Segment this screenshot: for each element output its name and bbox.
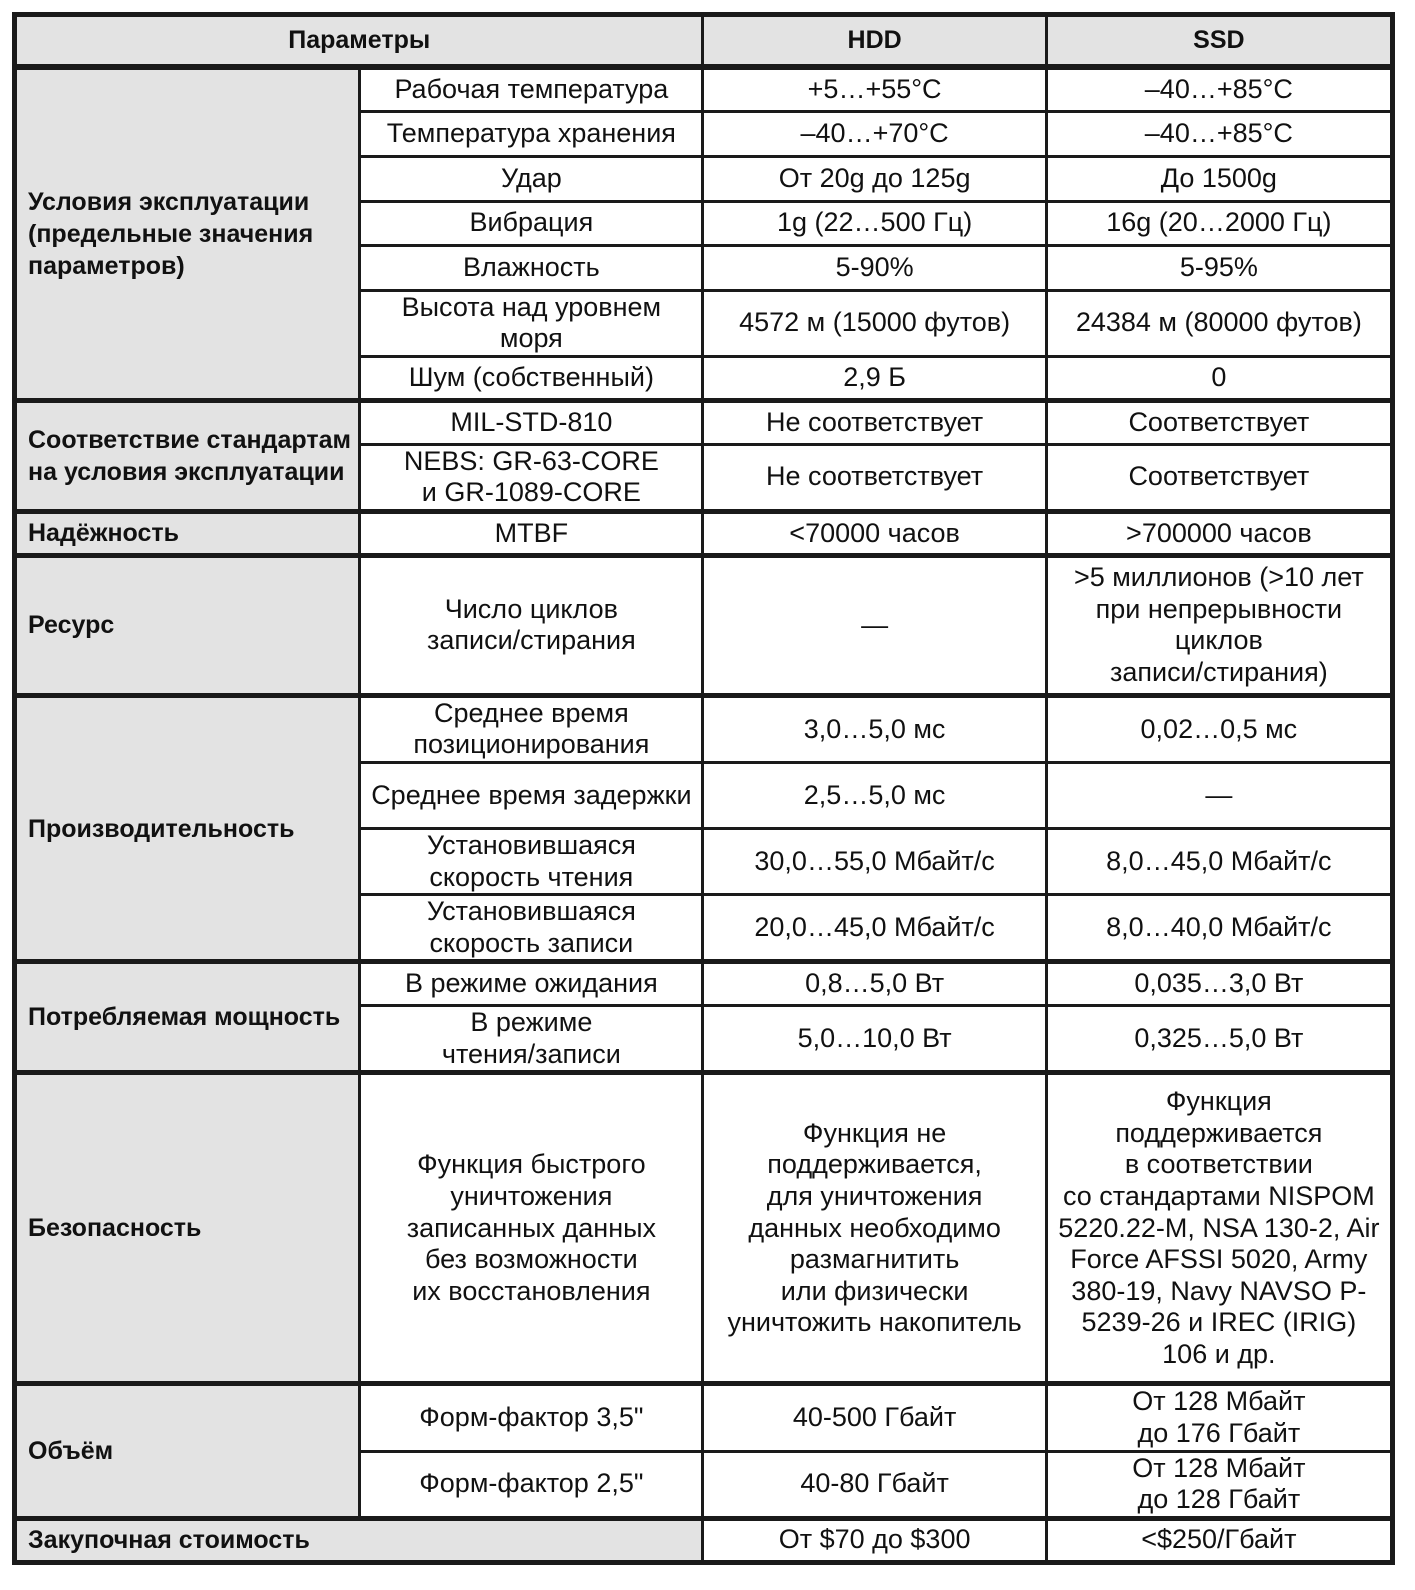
group-label: Условия эксплуатации (предельные значения параметров) — [15, 67, 360, 400]
ssd-value-cell: До 1500g — [1046, 156, 1392, 201]
ssd-value-cell: 0,325…5,0 Вт — [1046, 1006, 1392, 1073]
table-row — [15, 1384, 1393, 1451]
ssd-value-cell: 8,0…40,0 Мбайт/с — [1046, 895, 1392, 962]
param-cell: Установившаяся скорость записи — [360, 895, 703, 962]
table-section — [15, 400, 1393, 511]
hdd-value-cell: От 20g до 125g — [703, 156, 1046, 201]
ssd-value-cell: 0,035…3,0 Вт — [1046, 962, 1392, 1006]
param-cell: Число циклов записи/стирания — [360, 555, 703, 695]
ssd-value-cell: 24384 м (80000 футов) — [1046, 290, 1392, 356]
hdd-value-cell: 2,9 Б — [703, 356, 1046, 400]
ssd-value-cell: От 128 Мбайт до 176 Гбайт — [1046, 1384, 1392, 1451]
hdd-value-cell: Не соответствует — [703, 444, 1046, 511]
param-cell: Шум (собственный) — [360, 356, 703, 400]
hdd-value-cell: 5-90% — [703, 245, 1046, 290]
hdd-value-cell: 2,5…5,0 мс — [703, 762, 1046, 828]
footer-row — [15, 1518, 1393, 1562]
table-row — [15, 400, 1393, 444]
param-cell: Рабочая температура — [360, 67, 703, 111]
param-cell: Высота над уровнем моря — [360, 290, 703, 356]
ssd-value-cell: 16g (20…2000 Гц) — [1046, 201, 1392, 245]
ssd-value-cell: От 128 Мбайт до 128 Гбайт — [1046, 1451, 1392, 1518]
table-section — [15, 555, 1393, 695]
hdd-value-cell: 40-80 Гбайт — [703, 1451, 1046, 1518]
table-section — [15, 695, 1393, 961]
hdd-value-cell: <70000 часов — [703, 511, 1046, 555]
param-cell: Температура хранения — [360, 111, 703, 156]
param-cell: В режиме ожидания — [360, 962, 703, 1006]
ssd-value-cell: 5-95% — [1046, 245, 1392, 290]
table-section — [15, 67, 1393, 400]
param-cell: Вибрация — [360, 201, 703, 245]
ssd-value-cell: >700000 часов — [1046, 511, 1392, 555]
comparison-table-container — [12, 12, 1395, 1565]
table-section — [15, 962, 1393, 1073]
hdd-ssd-comparison-table — [12, 12, 1395, 1565]
ssd-value-cell: 8,0…45,0 Мбайт/с — [1046, 828, 1392, 894]
ssd-value-cell: 0 — [1046, 356, 1392, 400]
hdd-value-cell: 5,0…10,0 Вт — [703, 1006, 1046, 1073]
param-cell: Форм-фактор 3,5" — [360, 1384, 703, 1451]
param-cell: MTBF — [360, 511, 703, 555]
ssd-value-cell: Соответствует — [1046, 444, 1392, 511]
table-footer — [15, 1518, 1393, 1562]
footer-ssd-value: <$250/Гбайт — [1046, 1518, 1392, 1562]
hdd-value-cell: 3,0…5,0 мс — [703, 695, 1046, 762]
table-row — [15, 555, 1393, 695]
hdd-value-cell: Функция не поддерживается, для уничтожения данных необходимо размагнитить или физически уничтожить накопитель — [703, 1073, 1046, 1384]
hdd-value-cell: +5…+55°C — [703, 67, 1046, 111]
group-label: Надёжность — [15, 511, 360, 555]
group-label: Ресурс — [15, 555, 360, 695]
param-cell: В режиме чтения/записи — [360, 1006, 703, 1073]
param-cell: Среднее время позиционирования — [360, 695, 703, 762]
param-cell: NEBS: GR-63-CORE и GR-1089-CORE — [360, 444, 703, 511]
table-row — [15, 511, 1393, 555]
hdd-value-cell: 40-500 Гбайт — [703, 1384, 1046, 1451]
group-label: Безопасность — [15, 1073, 360, 1384]
ssd-value-cell: 0,02…0,5 мс — [1046, 695, 1392, 762]
ssd-value-cell: Соответствует — [1046, 400, 1392, 444]
table-section — [15, 1384, 1393, 1518]
table-row — [15, 67, 1393, 111]
table-row — [15, 1073, 1393, 1384]
hdd-value-cell: 0,8…5,0 Вт — [703, 962, 1046, 1006]
ssd-value-cell: >5 миллионов (>10 лет при непрерывности циклов записи/стирания) — [1046, 555, 1392, 695]
param-cell: Удар — [360, 156, 703, 201]
ssd-value-cell: –40…+85°C — [1046, 67, 1392, 111]
group-label: Соответствие стандартам на условия эксплуатации — [15, 400, 360, 511]
table-row — [15, 962, 1393, 1006]
hdd-value-cell: — — [703, 555, 1046, 695]
ssd-value-cell: Функция поддерживается в соответствии со стандартами NISPOM 5220.22-M, NSA 130-2, Air Force AFSSI 5020, Army 380-19, Navy NAVSO P- 5239-26 и IREC (IRIG) 106 и др. — [1046, 1073, 1392, 1384]
param-cell: Функция быстрого уничтожения записанных данных без возможности их восстановления — [360, 1073, 703, 1384]
table-header — [15, 15, 1393, 68]
hdd-value-cell: 20,0…45,0 Мбайт/с — [703, 895, 1046, 962]
ssd-value-cell: –40…+85°C — [1046, 111, 1392, 156]
param-cell: Влажность — [360, 245, 703, 290]
param-cell: Среднее время задержки — [360, 762, 703, 828]
header-hdd: HDD — [703, 15, 1046, 68]
hdd-value-cell: 30,0…55,0 Мбайт/с — [703, 828, 1046, 894]
footer-hdd-value: От $70 до $300 — [703, 1518, 1046, 1562]
group-label: Потребляемая мощность — [15, 962, 360, 1073]
group-label: Объём — [15, 1384, 360, 1518]
hdd-value-cell: 1g (22…500 Гц) — [703, 201, 1046, 245]
footer-label: Закупочная стоимость — [15, 1518, 703, 1562]
table-section — [15, 511, 1393, 555]
ssd-value-cell: — — [1046, 762, 1392, 828]
param-cell: Форм-фактор 2,5" — [360, 1451, 703, 1518]
table-section — [15, 1073, 1393, 1384]
table-row — [15, 695, 1393, 762]
param-cell: Установившаяся скорость чтения — [360, 828, 703, 894]
header-ssd: SSD — [1046, 15, 1392, 68]
hdd-value-cell: Не соответствует — [703, 400, 1046, 444]
header-params: Параметры — [15, 15, 703, 68]
hdd-value-cell: –40…+70°C — [703, 111, 1046, 156]
param-cell: MIL-STD-810 — [360, 400, 703, 444]
hdd-value-cell: 4572 м (15000 футов) — [703, 290, 1046, 356]
group-label: Производительность — [15, 695, 360, 961]
header-row — [15, 15, 1393, 68]
